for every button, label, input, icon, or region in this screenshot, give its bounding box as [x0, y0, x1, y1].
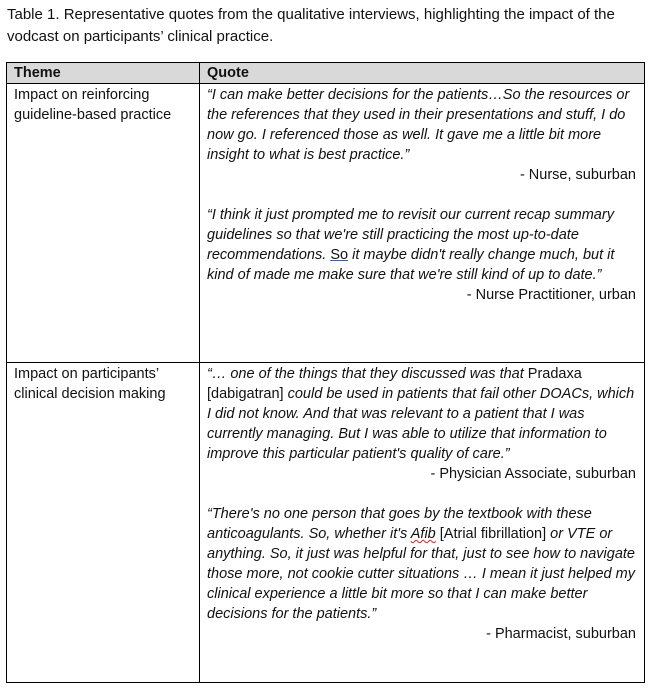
table-row [7, 363, 645, 683]
quote-item [207, 504, 637, 644]
misspelled-word: Afib [410, 526, 436, 542]
theme-text: Impact on reinforcing guideline-based practice [14, 87, 172, 123]
quote-attribution: - Physician Associate, suburban [430, 466, 636, 482]
table-header-row [7, 63, 645, 84]
quote-text: “I can make better decisions for the patients…So the resources or the references that they used in their presentations and stuff, I do now go. I referenced those as well. It gave me a little bit more insight to what is best practice.” [207, 87, 630, 163]
quote-spacer [207, 484, 637, 504]
header-theme: Theme [7, 63, 200, 84]
quote-text [207, 366, 634, 462]
theme-text: Impact on participants’ clinical decision making [14, 366, 166, 402]
quote-text [207, 207, 614, 283]
term-expansion: [Atrial fibrillation] [435, 526, 547, 542]
header-quote: Quote [200, 63, 645, 84]
quote-cell [200, 84, 645, 363]
theme-cell [7, 84, 200, 363]
quote-spacer [207, 185, 637, 205]
table-caption: Table 1. Representative quotes from the qualitative interviews, highlighting the impact of the vodcast on participants’ clinical practice. [7, 6, 615, 45]
quotes-table [6, 62, 645, 683]
quote-item [207, 364, 637, 484]
theme-cell [7, 363, 200, 683]
quote-text-part: or VTE or anything. So, it just was helpful for that, just to see how to navigate those more, not cookie cutter situations … I mean it just helped my clinical experience a little bit more so that I can make better decisions for the patients.” [207, 526, 635, 622]
quote-text-part: “… one of the things that they discussed was that [207, 366, 528, 382]
quote-attribution: - Nurse, suburban [519, 167, 636, 183]
drug-name: Pradaxa [dabigatran] [207, 366, 582, 402]
quote-item [207, 205, 637, 305]
quote-text-part: “There's no one person that goes by the textbook with these anticoagulants. So, whether it's [207, 506, 592, 542]
quote-text-part: “I think it just prompted me to revisit our current recap summary guidelines so that we're still practicing the most up-to-date recommendations. [207, 207, 614, 263]
quote-attribution: - Nurse Practitioner, urban [466, 287, 636, 303]
quote-text [207, 506, 635, 622]
quote-attribution: - Pharmacist, suburban [486, 626, 636, 642]
quote-cell [200, 363, 645, 683]
quote-text-part: could be used in patients that fail other DOACs, which I did not know. And that was relevant to a patient that I was currently managing. But I was able to utilize that information to improve this particular patient's quality of care.” [207, 386, 635, 462]
marked-word: So [330, 247, 349, 263]
quote-text-part: it maybe didn't really change much, but it kind of made me make sure that we're still kind of up to date.” [207, 247, 615, 283]
quote-item [207, 85, 637, 185]
table-row [7, 84, 645, 363]
